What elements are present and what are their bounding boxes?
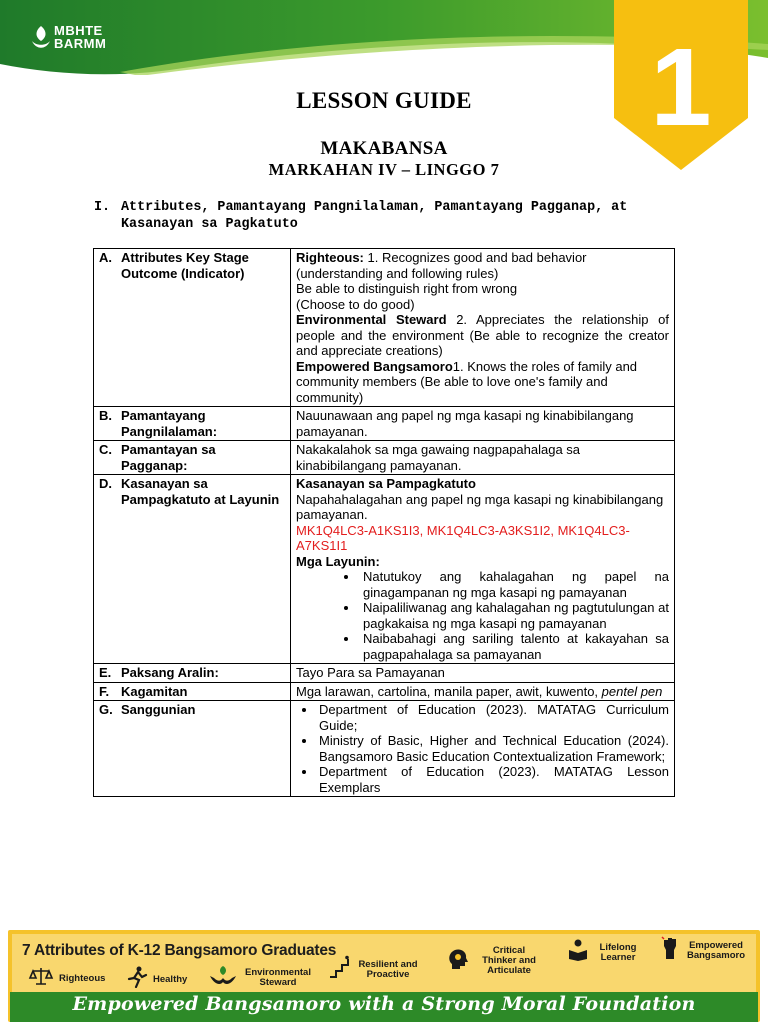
competency-heading: Kasanayan sa Pampagkatuto (296, 476, 476, 491)
steward-label: Environmental Steward (296, 312, 447, 327)
list-item: • Naipaliliwanag ang kahalagahan ng pagtutulungan at pagkakaisa ng mga kasapi ng pamayanan (359, 600, 669, 631)
objectives-heading: Mga Layunin: (296, 553, 380, 569)
empowered-text: 1. Knows the roles of family and community members (Be able to love one's family and community) (296, 358, 638, 405)
lesson-table (93, 248, 675, 797)
attribute-name: Environmental Steward (245, 966, 311, 988)
attribute-environmental-steward (208, 962, 313, 993)
righteous-line-2: Be able to distinguish right from wrong (296, 281, 518, 296)
row-letter: F. (99, 683, 110, 699)
quarter-week: MARKAHAN IV – LINGGO 7 (268, 160, 500, 179)
attribute-name: Healthy (153, 973, 188, 985)
competency-text: Napahahalagahan ang papel ng mga kasapi ng kinabibilangang pamayanan. (296, 491, 664, 522)
row-content (291, 249, 675, 407)
attribute-name: Righteous (59, 972, 106, 984)
section-number: I. (94, 200, 111, 215)
list-item: • Ministry of Basic, Higher and Technical Education (2024). Bangsamoro Basic Education Contextualization Framework; (317, 733, 669, 764)
row-letter: A. (99, 250, 112, 265)
row-label-text: Kagamitan (121, 683, 188, 699)
row-label (94, 682, 291, 701)
attribute-empowered-bangsamoro (660, 936, 747, 965)
attribute-critical-thinker (446, 946, 543, 976)
righteous-label: Righteous: (296, 250, 364, 265)
attribute-resilient (328, 955, 419, 984)
row-content: Nakakalahok sa mga gawaing nagpapahalaga sa kinabibilangang pamayanan. (291, 441, 675, 475)
attribute-name: Empowered Bangsamoro (686, 939, 746, 961)
runner-icon (126, 966, 148, 993)
logo-line-2: BARMM (54, 36, 107, 51)
row-letter: B. (99, 408, 112, 423)
row-label (94, 407, 291, 441)
scales-icon (28, 966, 54, 991)
objectives-list (296, 569, 669, 662)
stairs-icon (328, 955, 352, 984)
raised-fist-icon (660, 936, 680, 965)
table-row (94, 682, 675, 701)
row-letter: E. (99, 665, 112, 680)
row-label (94, 701, 291, 797)
attribute-lifelong-learner (566, 938, 641, 967)
subject-title: MAKABANSA (320, 138, 448, 159)
table-row (94, 249, 675, 407)
materials-text: Mga larawan, cartolina, manila paper, awit, kuwento, (296, 683, 602, 699)
row-content: Tayo Para sa Pamayanan (291, 664, 675, 683)
row-label (94, 249, 291, 407)
row-label-text: Kasanayan sa Pampagkatuto at Layunin (121, 476, 280, 507)
competency-codes: MK1Q4LC3-A1KS1I3, MK1Q4LC3-A3KS1I2, MK1Q4LC3-A7KS1I1 (296, 522, 630, 553)
mbhte-emblem-icon (30, 24, 52, 50)
row-label-text: Pamantayan sa Pagganap: (121, 442, 216, 473)
row-label-text: Pamantayang Pangnilalaman: (121, 408, 218, 439)
righteous-line-3: (Choose to do good) (296, 296, 415, 312)
steward-text: 2. Appreciates the relationship of people and the environment (Be able to recognize the creator and appreciate creations) (296, 312, 669, 358)
page-title: LESSON GUIDE (296, 88, 472, 113)
empowered-label: Empowered Bangsamoro (296, 358, 453, 374)
row-label (94, 475, 291, 664)
head-brain-icon (446, 947, 470, 976)
footer-title: 7 Attributes of K-12 Bangsamoro Graduates (22, 942, 337, 959)
row-content: Nauunawaan ang papel ng mga kasapi ng kinabibilangang pamayanan. (291, 407, 675, 441)
footer-motto: Empowered Bangsamoro with a Strong Moral Foundation (72, 993, 696, 1015)
table-row (94, 664, 675, 683)
list-item: • Natutukoy ang kahalagahan ng papel na ginagampanan ng mga kasapi ng pamayanan (359, 569, 669, 600)
section-heading (94, 199, 694, 233)
row-letter: D. (99, 476, 112, 491)
materials-italic: pentel pen (601, 683, 663, 699)
mbhte-logo (30, 24, 106, 50)
references-list (296, 702, 669, 795)
row-label (94, 664, 291, 683)
table-row (94, 475, 675, 664)
row-label-text: Attributes Key Stage Outcome (Indicator) (121, 250, 249, 281)
table-row (94, 407, 675, 441)
reader-icon (566, 938, 590, 967)
hands-plant-icon (208, 962, 238, 993)
row-content (291, 475, 675, 664)
row-letter: G. (99, 702, 113, 717)
row-label-text: Paksang Aralin: (121, 665, 219, 680)
logo-line-1: MBHTE (54, 23, 103, 38)
list-item: • Department of Education (2023). MATATAG Lesson Exemplars (317, 764, 669, 795)
list-item: • Department of Education (2023). MATATAG Curriculum Guide; (317, 702, 669, 733)
attribute-healthy (126, 966, 187, 993)
section-text: Attributes, Pamantayang Pangnilalaman, Pamantayang Pagganap, at Kasanayan sa Pagkatuto (121, 200, 628, 232)
attribute-name: Lifelong Learner (599, 941, 637, 963)
list-item: • Naibabahagi ang sariling talento at kakayahan sa pagpapahalaga sa pamayanan (359, 631, 669, 662)
table-row (94, 701, 675, 797)
row-content (291, 701, 675, 797)
row-letter: C. (99, 442, 112, 457)
table-row (94, 441, 675, 475)
row-label (94, 441, 291, 475)
row-label-text: Sanggunian (121, 702, 196, 717)
righteous-text: 1. Recognizes good and bad behavior (understanding and following rules) (296, 250, 587, 281)
attribute-name: Resilient and Proactive (358, 958, 418, 980)
row-content (291, 682, 675, 701)
quarter-number: 1 (650, 26, 712, 149)
attribute-name: Critical Thinker and Articulate (482, 945, 536, 976)
attribute-righteous (28, 966, 105, 991)
